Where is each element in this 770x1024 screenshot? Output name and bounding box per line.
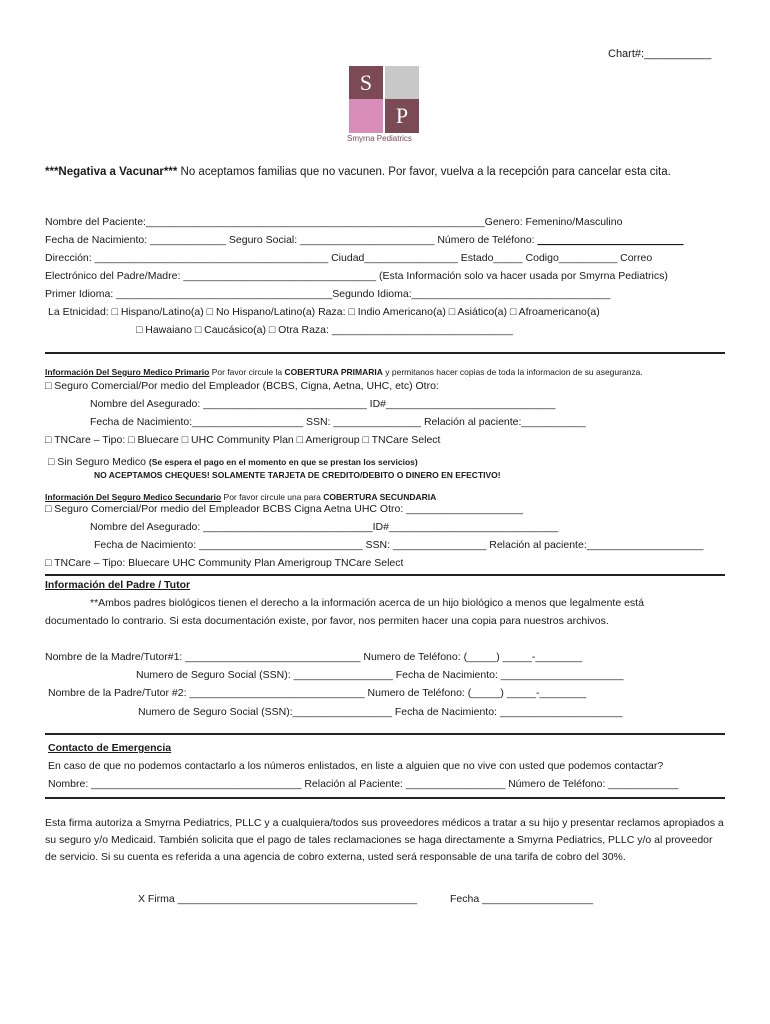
authorization-paragraph: Esta firma autoriza a Smyrna Pediatrics, PLLC y a cualquiera/todos sus proveedores médicos a tratar a su hijo y presentar reclamos apropiados a su seguro y/o Medicaid. También solicita que el pago de tales reclamaciones se haga directamente a Smyrna Pediatrics, PLLC y/o al proveedor de servicio. Si su cuenta es referida a una agencia de cobro externa, usted será responsable de una tarifa de cobro del 30%. [45,817,724,863]
secondary-tncare-line[interactable]: □ TNCare – Tipo: Bluecare UHC Community Plan Amerigroup TNCare Select [45,557,404,569]
date-field[interactable]: Fecha ___________________ [450,893,594,905]
section-divider [45,733,725,735]
payment-notice: NO ACEPTAMOS CHEQUES! SOLAMENTE TARJETA DE CREDITO/DEBITO O DINERO EN EFECTIVO! [94,470,501,480]
patient-language-line[interactable]: Primer Idioma: _____________________________________Segundo Idioma:__________________________________ [45,288,611,300]
parent-note-line2: documentado lo contrario. Si esta documentación existe, por favor, nos permiten hacer una copia para nuestros archivos. [45,615,609,627]
primary-dob-line[interactable]: Fecha de Nacimiento:___________________ SSN: _______________ Relación al paciente:___________ [90,416,586,428]
primary-insurance-heading: Información Del Seguro Medico Primario Por favor circule la COBERTURA PRIMARIA y permitanos hacer copias de toda la informacion de su aseguranza. [45,367,643,377]
primary-heading-title: Información Del Seguro Medico Primario [45,367,210,377]
primary-insured-name-line[interactable]: Nombre del Asegurado: ____________________________ ID#_____________________________ [90,398,556,410]
emergency-instructions: En caso de que no podemos contactarlo a los números enlistados, en liste a alguien que no vive con usted que podemos contactar? [48,760,664,772]
section-divider [45,574,725,576]
patient-email-line[interactable]: Electrónico del Padre/Madre: _________________________________ (Esta Información solo va hacer usada por Smyrna Pediatrics) [45,270,668,282]
patient-ethnicity-line[interactable]: La Etnicidad: □ Hispano/Latino(a) □ No Hispano/Latino(a) Raza: □ Indio Americano(a) □ Asiático(a) □ Afroamericano(a) [48,306,600,318]
primary-tncare-line[interactable]: □ TNCare – Tipo: □ Bluecare □ UHC Community Plan □ Amerigroup □ TNCare Select [45,434,441,446]
section-divider [45,352,725,354]
logo-gray-square [385,66,419,100]
secondary-insurance-heading: Información Del Seguro Medico Secundario Por favor circule una para COBERTURA SECUNDARIA [45,492,437,502]
patient-dob-text: Fecha de Nacimiento: _____________ Seguro Social: _______________________ Número de Teléfono: [45,234,538,246]
patient-phone-blank: _________________________ [537,234,684,246]
smyrna-pediatrics-logo [349,66,423,146]
vaccine-notice-text: No aceptamos familias que no vacunen. Por favor, vuelva a la recepción para cancelar esta cita. [177,166,671,178]
father-name-line[interactable]: Nombre de la Padre/Tutor #2: ______________________________ Numero de Teléfono: (_____) _____-________ [48,687,587,699]
mother-ssn-line[interactable]: Numero de Seguro Social (SSN): _________________ Fecha de Nacimiento: _____________________ [136,669,624,681]
emergency-heading: Contacto de Emergencia [48,742,172,754]
signature-field[interactable]: X Firma _________________________________________ [138,893,418,905]
vaccine-notice-bold: ***Negativa a Vacunar*** [45,166,178,178]
logo-p-square: P [385,99,419,133]
logo-text: Smyrna Pediatrics [347,134,412,143]
secondary-insured-name-line[interactable]: Nombre del Asegurado: _____________________________ID#_____________________________ [90,521,559,533]
logo-pink-square [349,99,383,133]
secondary-dob-line[interactable]: Fecha de Nacimiento: ____________________________ SSN: ________________ Relación al paciente:____________________ [94,539,704,551]
secondary-commercial-line[interactable]: □ Seguro Comercial/Por medio del Empleador BCBS Cigna Aetna UHC Otro: ____________________ [45,503,523,515]
mother-name-line[interactable]: Nombre de la Madre/Tutor#1: ______________________________ Numero de Teléfono: (_____) _____-________ [45,651,583,663]
patient-race-line[interactable]: □ Hawaiano □ Caucásico(a) □ Otra Raza: _______________________________ [136,324,513,336]
section-divider [45,797,725,799]
logo-s-square: S [349,66,383,100]
parent-heading: Información del Padre / Tutor [45,579,191,591]
parent-note-line1: **Ambos padres biológicos tienen el derecho a la información acerca de un hijo biológico a menos que legalmente está [90,597,644,609]
patient-address-line[interactable]: Dirección: ________________________________________ Ciudad________________ Estado_____ Codigo__________ Correo [45,252,653,264]
vaccine-notice [45,166,671,178]
primary-no-insurance-line[interactable]: □ Sin Seguro Medico (Se espera el pago en el momento en que se prestan los servicios) [48,456,418,468]
chart-number-field[interactable]: Chart#:___________ [608,48,712,60]
secondary-heading-title: Información Del Seguro Medico Secundario [45,492,222,502]
emergency-contact-line[interactable]: Nombre: ____________________________________ Relación al Paciente: _________________ Número de Teléfono: ____________ [48,778,679,790]
primary-commercial-line[interactable]: □ Seguro Comercial/Por medio del Empleador (BCBS, Cigna, Aetna, UHC, etc) Otro: [45,380,439,392]
patient-dob-line[interactable] [45,234,684,246]
patient-name-line[interactable]: Nombre del Paciente:__________________________________________________________Genero: Femenino/Masculino [45,216,623,228]
father-ssn-line[interactable]: Numero de Seguro Social (SSN):_________________ Fecha de Nacimiento: _____________________ [138,706,623,718]
